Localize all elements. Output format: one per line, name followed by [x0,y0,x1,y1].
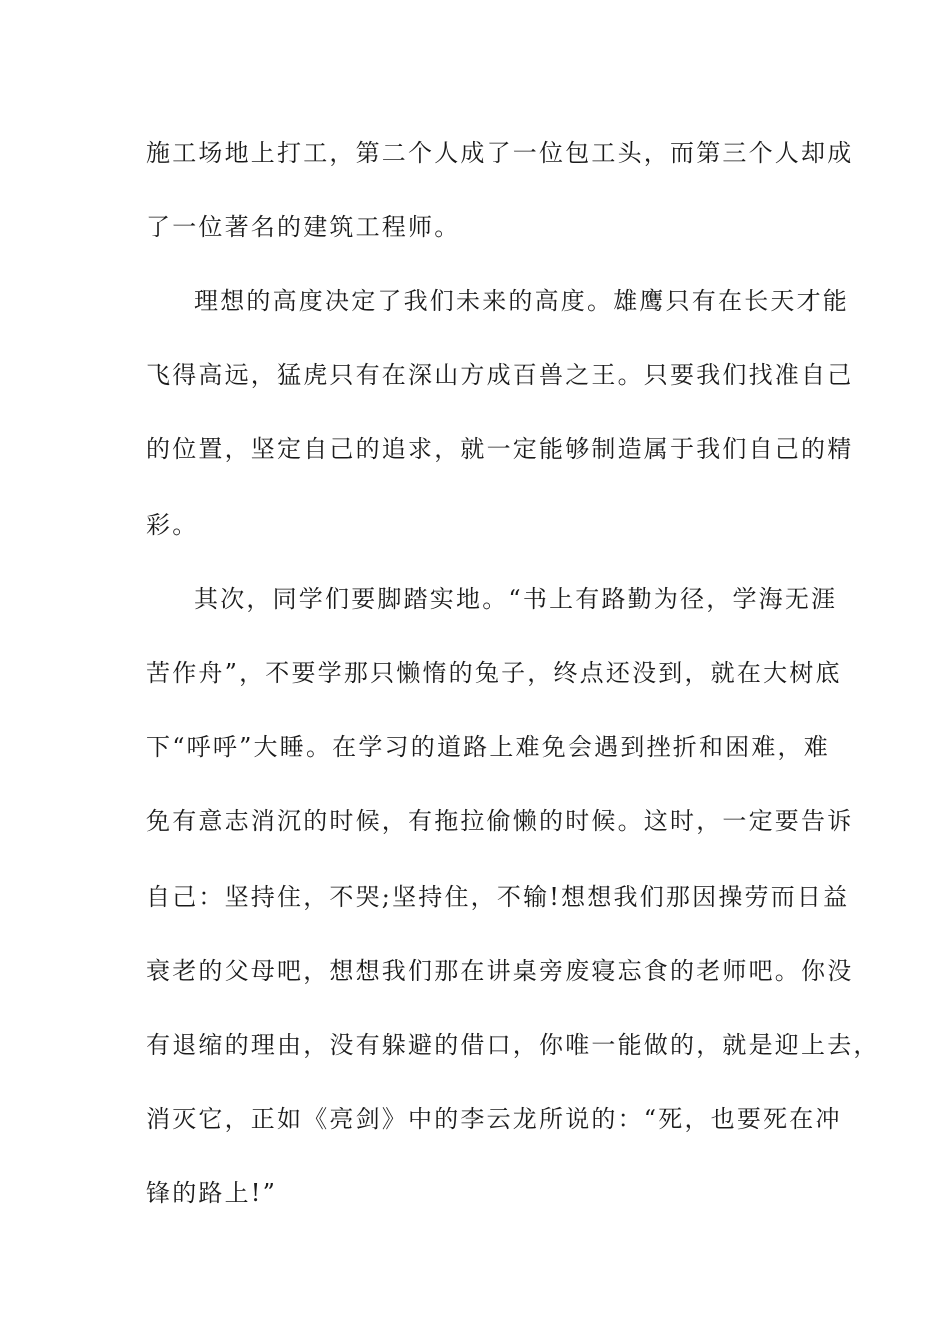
text-line: 有退缩的理由，没有躲避的借口，你唯一能做的，就是迎上去， [146,1031,880,1059]
paragraph-start-line: 理想的高度决定了我们未来的高度。雄鹰只有在长天才能 [194,287,849,315]
text-line: 免有意志消沉的时候，有拖拉偷懒的时候。这时，一定要告诉 [146,807,854,835]
text-line: 消灭它，正如《亮剑》中的李云龙所说的：“死，也要死在冲 [146,1105,842,1133]
text-line: 下“呼呼”大睡。在学习的道路上难免会遇到挫折和困难，难 [146,733,830,761]
text-line: 衰老的父母吧，想想我们那在讲桌旁废寝忘食的老师吧。你没 [146,957,854,985]
text-line: 了一位著名的建筑工程师。 [146,213,461,241]
text-line: 施工场地上打工，第二个人成了一位包工头，而第三个人却成 [146,139,854,167]
text-line: 彩。 [146,511,199,539]
text-line: 自己：坚持住，不哭;坚持住，不输!想想我们那因操劳而日益 [146,883,850,911]
text-line: 的位置，坚定自己的追求，就一定能够制造属于我们自己的精 [146,435,854,463]
text-line: 锋的路上!” [146,1179,278,1207]
paragraph-start-line: 其次，同学们要脚踏实地。“书上有路勤为径，学海无涯 [194,585,838,613]
text-line: 飞得高远，猛虎只有在深山方成百兽之王。只要我们找准自己 [146,361,854,389]
text-line: 苦作舟”，不要学那只懒惰的兔子，终点还没到，就在大树底 [146,659,842,687]
